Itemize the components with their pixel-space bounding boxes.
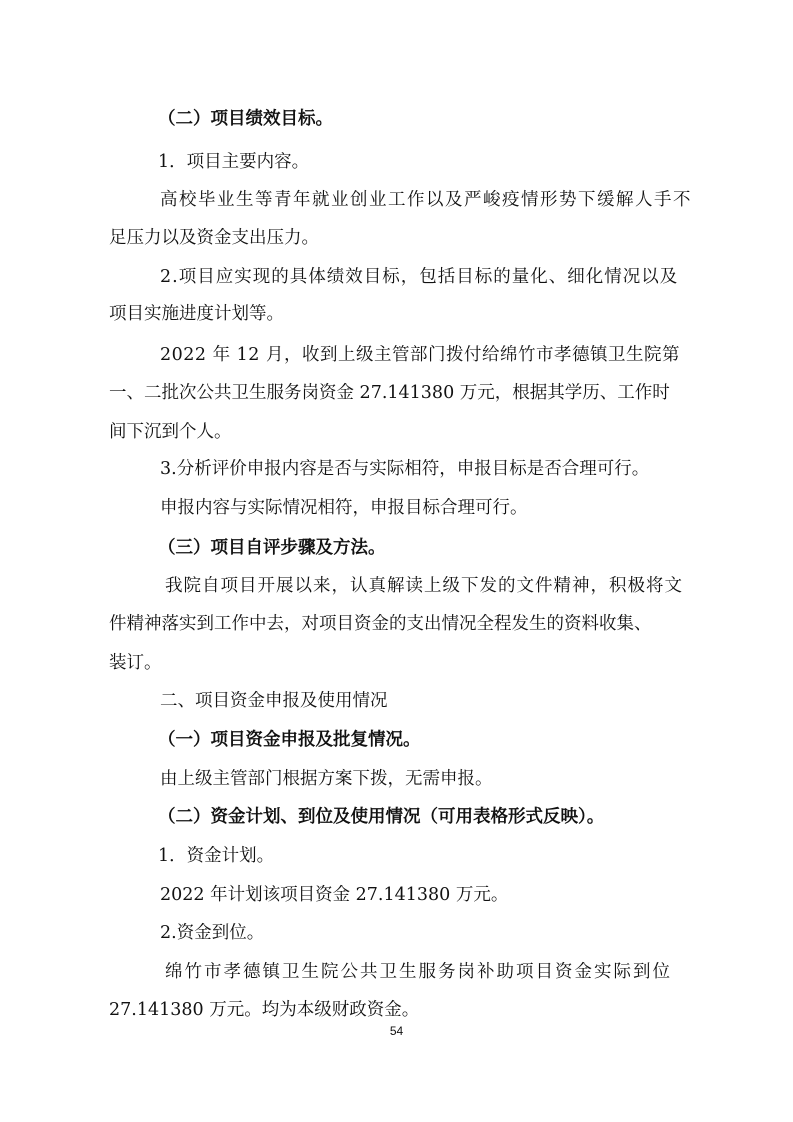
section-heading-funding-plan: （二）资金计划、到位及使用情况（可用表格形式反映）。 [158,807,605,827]
paragraph-line: 2022 年计划该项目资金 27.141380 万元。 [160,885,509,905]
paragraph-line: 足压力以及资金支出压力。 [109,228,319,248]
paragraph-line: 件精神落实到工作中去，对项目资金的支出情况全程发生的资料收集、 [109,614,652,634]
paragraph-line: 高校毕业生等青年就业创业工作以及严峻疫情形势下缓解人手不 [160,190,692,210]
item-heading: 3.分析评价申报内容是否与实际相符，申报目标是否合理可行。 [160,459,650,479]
page-number: 54 [389,1024,404,1038]
item-heading: 1．项目主要内容。 [158,152,310,172]
paragraph-line: 一、二批次公共卫生服务岗资金 27.141380 万元，根据其学历、工作时 [109,383,670,403]
item-heading: 1．资金计划。 [158,846,275,866]
paragraph-line: 2022 年 12 月，收到上级主管部门拨付给绵竹市孝德镇卫生院第 [160,345,680,365]
item-heading: 2.资金到位。 [160,923,265,943]
paragraph-line: 间下沉到个人。 [109,422,232,442]
section-heading-self-evaluation: （三）项目自评步骤及方法。 [158,538,386,558]
paragraph-line: 27.141380 万元。均为本级财政资金。 [109,1000,420,1020]
item-heading: 2.项目应实现的具体绩效目标，包括目标的量化、细化情况以及 [160,267,679,287]
paragraph-line: 由上级主管部门根据方案下拨，无需申报。 [160,769,493,789]
paragraph-line: 我院自项目开展以来，认真解读上级下发的文件精神，积极将文 [165,576,683,596]
paragraph-line: 项目实施进度计划等。 [109,304,284,324]
section-heading-application: （一）项目资金申报及批复情况。 [158,730,421,750]
paragraph-line: 装订。 [109,653,162,673]
paragraph-line: 绵竹市孝德镇卫生院公共卫生服务岗补助项目资金实际到位 [165,962,672,982]
chapter-heading: 二、项目资金申报及使用情况 [160,691,388,711]
paragraph-line: 申报内容与实际情况相符，申报目标合理可行。 [160,498,528,518]
section-heading-performance-goals: （二）项目绩效目标。 [158,109,333,129]
